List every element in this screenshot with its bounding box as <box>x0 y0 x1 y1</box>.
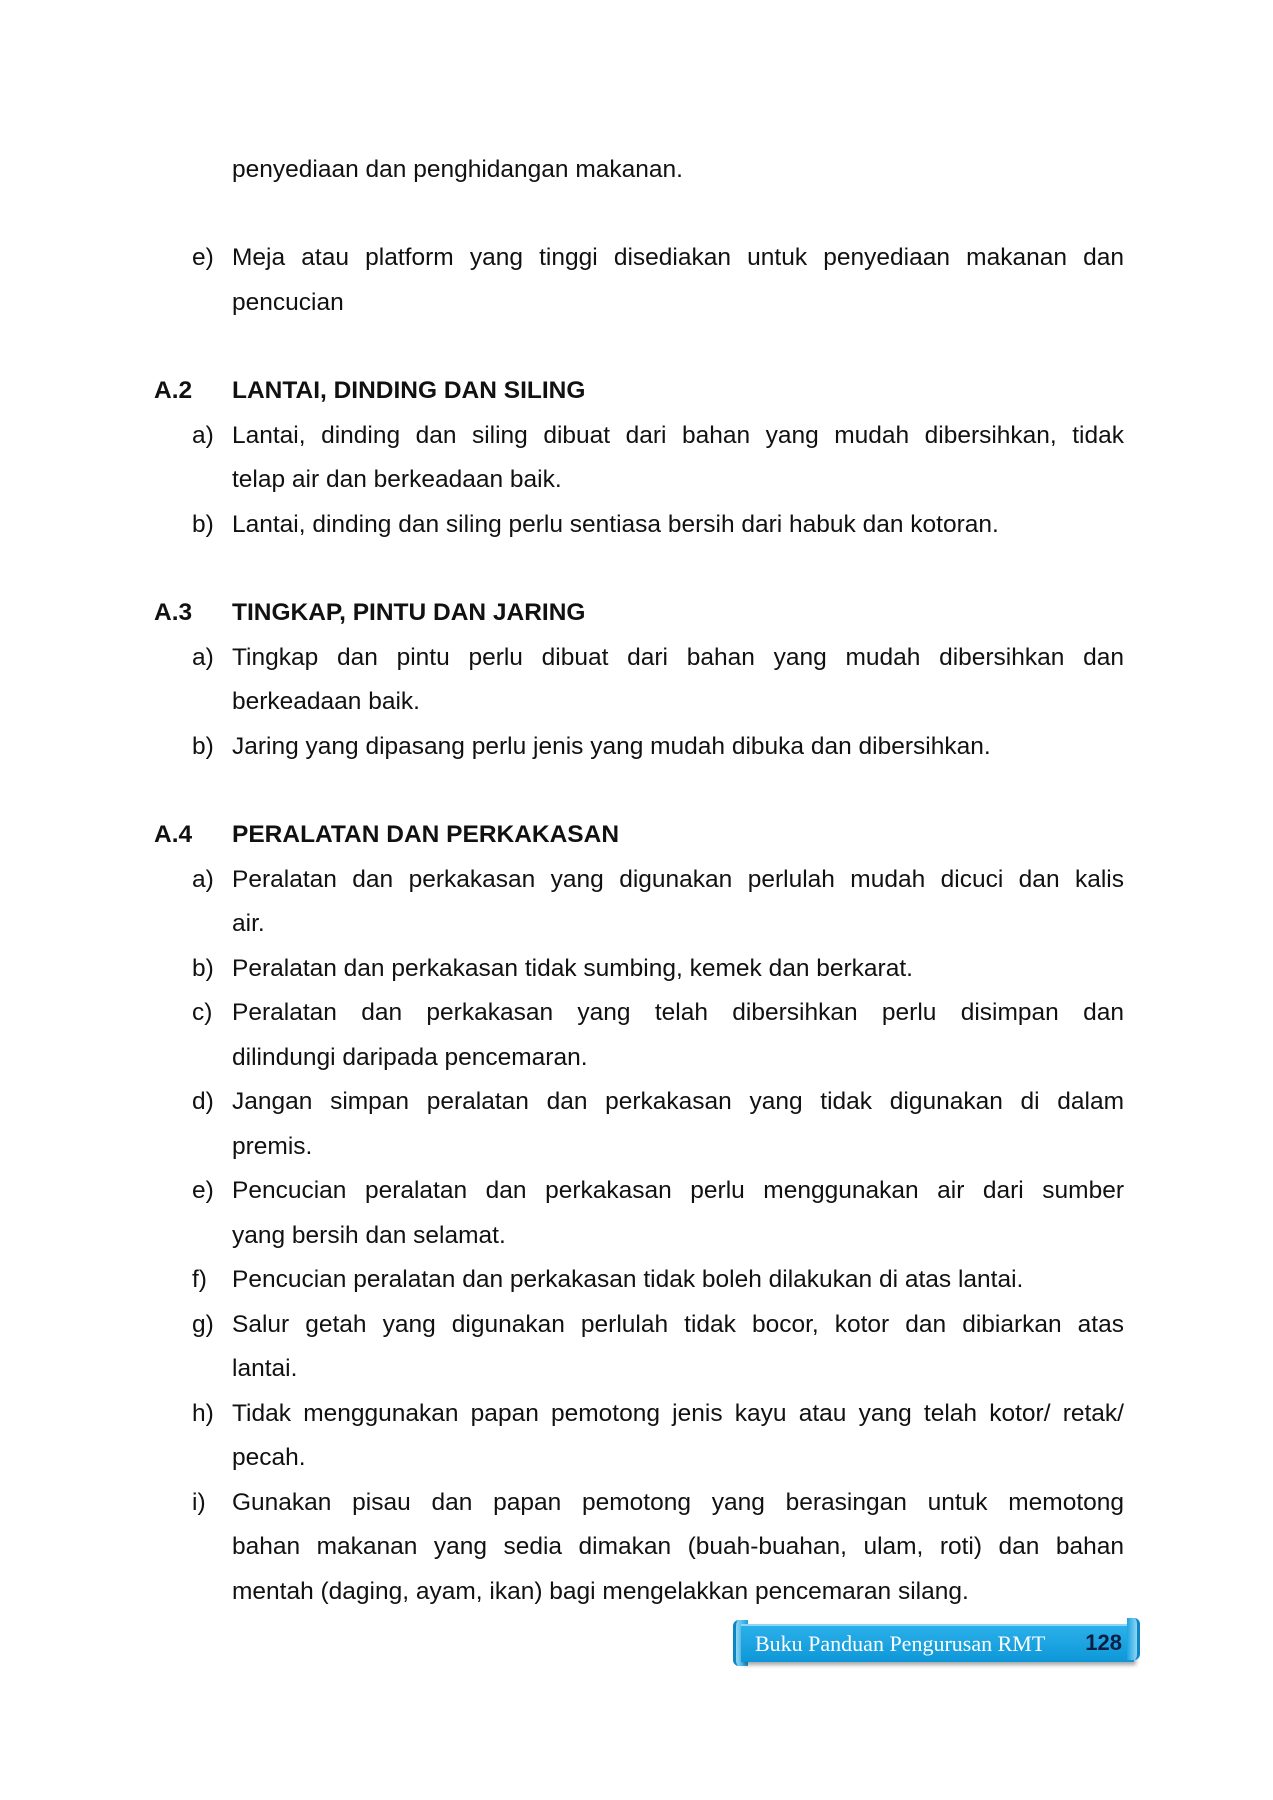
scroll-curl-right <box>1127 1618 1140 1660</box>
list-item-letter: a) <box>192 422 214 449</box>
list-item-letter: d) <box>192 1088 214 1115</box>
list-item-letter: b) <box>192 733 214 760</box>
section-number: A.2 <box>154 377 193 404</box>
list-item-letter: e) <box>192 244 214 271</box>
list-item-line: Tingkap dan pintu perlu dibuat dari bahan yang mudah dibersihkan dan <box>232 644 1124 671</box>
footer-title: Buku Panduan Pengurusan RMT <box>755 1631 1046 1656</box>
list-item-line: premis. <box>232 1133 313 1160</box>
list-item-line: Jangan simpan peralatan dan perkakasan yang tidak digunakan di dalam <box>232 1088 1124 1115</box>
footer-banner <box>733 1618 1140 1668</box>
list-item-letter: g) <box>192 1311 214 1338</box>
section-number: A.4 <box>154 821 193 848</box>
section-number: A.3 <box>154 599 193 626</box>
section-title: LANTAI, DINDING DAN SILING <box>232 377 586 404</box>
page-number: 128 <box>1085 1630 1122 1655</box>
list-item-line: Tidak menggunakan papan pemotong jenis kayu atau yang telah kotor/ retak/ <box>232 1400 1124 1427</box>
list-item-line: yang bersih dan selamat. <box>232 1222 506 1249</box>
list-item-line: lantai. <box>232 1355 298 1382</box>
list-item-line: bahan makanan yang sedia dimakan (buah-buahan, ulam, roti) dan bahan <box>232 1533 1124 1560</box>
list-item-letter: a) <box>192 644 214 671</box>
list-item-letter: h) <box>192 1400 214 1427</box>
list-item-line: Lantai, dinding dan siling perlu sentiasa bersih dari habuk dan kotoran. <box>232 511 999 538</box>
list-item-line: telap air dan berkeadaan baik. <box>232 466 562 493</box>
section-title: TINGKAP, PINTU DAN JARING <box>232 599 586 626</box>
section-title: PERALATAN DAN PERKAKASAN <box>232 821 620 848</box>
list-item-line: Lantai, dinding dan siling dibuat dari bahan yang mudah dibersihkan, tidak <box>232 422 1124 449</box>
list-item-letter: a) <box>192 866 214 893</box>
list-item-line: air. <box>232 910 265 937</box>
list-item-line: Gunakan pisau dan papan pemotong yang berasingan untuk memotong <box>232 1489 1124 1516</box>
list-item-line: Salur getah yang digunakan perlulah tidak bocor, kotor dan dibiarkan atas <box>232 1311 1124 1338</box>
list-item-line: Peralatan dan perkakasan tidak sumbing, kemek dan berkarat. <box>232 955 913 982</box>
list-item-line: Meja atau platform yang tinggi disediakan untuk penyediaan makanan dan <box>232 244 1124 271</box>
list-item-letter: i) <box>192 1489 206 1516</box>
list-item-line: dilindungi daripada pencemaran. <box>232 1044 588 1071</box>
list-item-letter: b) <box>192 511 214 538</box>
list-item-line: Pencucian peralatan dan perkakasan tidak boleh dilakukan di atas lantai. <box>232 1266 1024 1293</box>
list-item-line: Pencucian peralatan dan perkakasan perlu menggunakan air dari sumber <box>232 1177 1124 1204</box>
list-item-line: Peralatan dan perkakasan yang digunakan perlulah mudah dicuci dan kalis <box>232 866 1124 893</box>
list-item-line: mentah (daging, ayam, ikan) bagi mengelakkan pencemaran silang. <box>232 1578 969 1605</box>
list-item-letter: e) <box>192 1177 214 1204</box>
list-item-letter: c) <box>192 999 213 1026</box>
list-item-line: pecah. <box>232 1444 306 1471</box>
list-item-line: Jaring yang dipasang perlu jenis yang mudah dibuka dan dibersihkan. <box>232 733 991 760</box>
intro-continuation: penyediaan dan penghidangan makanan. <box>232 156 683 183</box>
list-item-letter: f) <box>192 1266 207 1293</box>
list-item-letter: b) <box>192 955 214 982</box>
list-item-line: berkeadaan baik. <box>232 688 420 715</box>
list-item-line: Peralatan dan perkakasan yang telah dibersihkan perlu disimpan dan <box>232 999 1124 1026</box>
list-item-line: pencucian <box>232 289 344 316</box>
